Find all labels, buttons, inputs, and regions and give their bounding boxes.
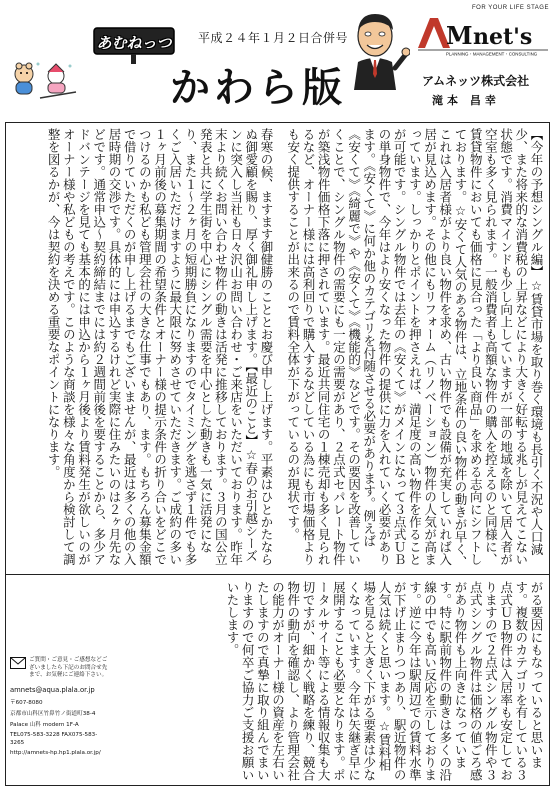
article-column-second: 【今年の予想シングル編】☆賃貸市場を取り巻く環境も長引く不況や人口減少、また将来的な消費税の上昇などにより大きく好転する兆しが見えてこない状態です。消費マインドも少し向上していますが一部の地域を除いて居入者が空室も多く見られます。一般消費者も高額な物件の購入を控えるのと同様に、賃貸物件においても価格に見合った「より良い商品」を求める志向にシフトしております。☆安くて人気のある物件は、立地条件の良い物件の動きが早く、これは入居者様がより良い物件を求め、古い物件でも設備が充実していれば入居が見込めます。その他にもリフォーム（リノベーション）物件の人気が高まっています。しっかりとポイントを押さえれば、満足度の高い物件を作ることが可能です。シングル物件では去年の《安くて》がメインになって３点式ＵＢの単身物件で、今年はより安くなった物件の提供に力を入れていく必要があります。《安くて》に何か他のカテゴリを付随させる必要があります。例えば《安くて》《綺麗で》や《安くて》《機能的》などです。その要因を改善していくことで、シングル物件の需要にも一定の需要があり、２点式セパレート物件が築浅物件価格下落に押されています。最近共同住宅の１棟売却も多く見られるなど、オーナー様には高利回りで購入するなどしている為にも市場価格よりも安く提供することが出来るので賃料全体が下がっているのが現状です。 [285,128,544,568]
envelope-icon [10,657,26,669]
svg-text:M: M [446,21,473,50]
article-column-third: がる要因にもなっていると思います。複数のカテゴリを有している３点式ＵＢ物件は入居率も安定しておりますので２点式シングル物件や３点式シングル物件は価格の値ごろ感があり物件も上向きになっています。特に駅前物件の動きは多くの沿線の中でも高い反応を示しております。逆に今年は駅周辺での賃料水準が下げ止まりつつあり、駅近物件の人気は続くと思います。☆賃料相場を見ると大きく下がる要素は少なくなっています。今年は矢継ぎ早に展開することも必要となります。ポータルサイト等による情報収集も大切ですが、細かく戦略を練り、競合物件の動向を確認し、より管理会社の能力がオーナー様の資産を左右いたしますので真摯に取り組んでまいりますので何卒ご協力ご支援お願いいたします。 [224,581,544,781]
snow-animals-illustration [10,58,80,100]
newsletter-header [0,0,555,120]
company-name: アムネッツ株式会社 [422,74,530,88]
author-name: 滝本 昌幸 [432,94,500,107]
author-caricature-icon [340,10,410,90]
contact-email[interactable]: amnets@aqua.plala.or.jp [10,685,95,694]
signboard-label: あむねっつ [96,34,172,52]
newsletter-title: かわら版 [170,64,346,111]
svg-text:net's: net's [473,24,533,50]
contact-note-row [10,657,108,683]
contact-address: 京都市山科区竹鼻竹ノ街道町38-4 [10,710,96,717]
contact-zip: 〒607-8080 [10,700,43,707]
logo-subtitle: PLANNING・MANAGEMENT・CONSULTING [446,51,538,56]
contact-url[interactable]: http://amnets-hp.hp1.plala.or.jp/ [10,750,101,757]
section-divider [5,574,550,575]
contact-phone: TEL075-583-3228 FAX075-583-3265 [10,732,98,746]
article-column-first: 春寒の候、ますます御健勝のこととお慶び申し上げます。平素はひとかたならぬ御愛顧を賜り、厚く御礼申し上げます。【最近のこと】☆春のお引越シーズンに突入し当社も日々沢山お問い合わせ・ご来店をいただいております。昨年末より続くお問い合わせ物件の動きは活発に推移しております。３月の国公立発表と共に学生街を中心にシングル需要を中心とした動きも一気に活発になり、また１～２ヶ月の短期勝負になりますのでタイミングを逃さず１件でも多くご入居いただけますように最大限に努めさせていただきます。ご成約の多い１ヶ月前後の募集期間の希望条件とオーナー様の提示条件の折り合いをどこでつけるのかも私ども管理会社の大きな仕事でもあり、ます。もちろん募集金額で借りていただくのが申し上げるまでもございませんが、最近は多くの他の入居時期の交渉です。具体的には申込するけれど実際に住みたいのは２ヶ月先などです。通常申込～契約締結までには約２週間前後を要することから、多少アドバンテージを見ても基本的には申込から１ヶ月後より賃料発生が欲しいのがオーナー様や私どもの考えです。このような商談を様々な角度から検討して調整を図るかが、今は契約を決める重要なポイントになります。 [46,128,274,566]
issue-date: 平成２４年１月２日合併号 [198,31,349,45]
contact-box [10,657,108,779]
company-logo [416,14,550,56]
contact-note: ご質問・ご意見・ご感想などございましたら下記のお問合せ先まで、お気軽にご連絡下さい。 [29,657,108,679]
contact-building: Palace 山科 modern 1F-A [10,721,79,728]
logo-tagline: FOR YOUR LIFE STAGE [472,5,549,11]
